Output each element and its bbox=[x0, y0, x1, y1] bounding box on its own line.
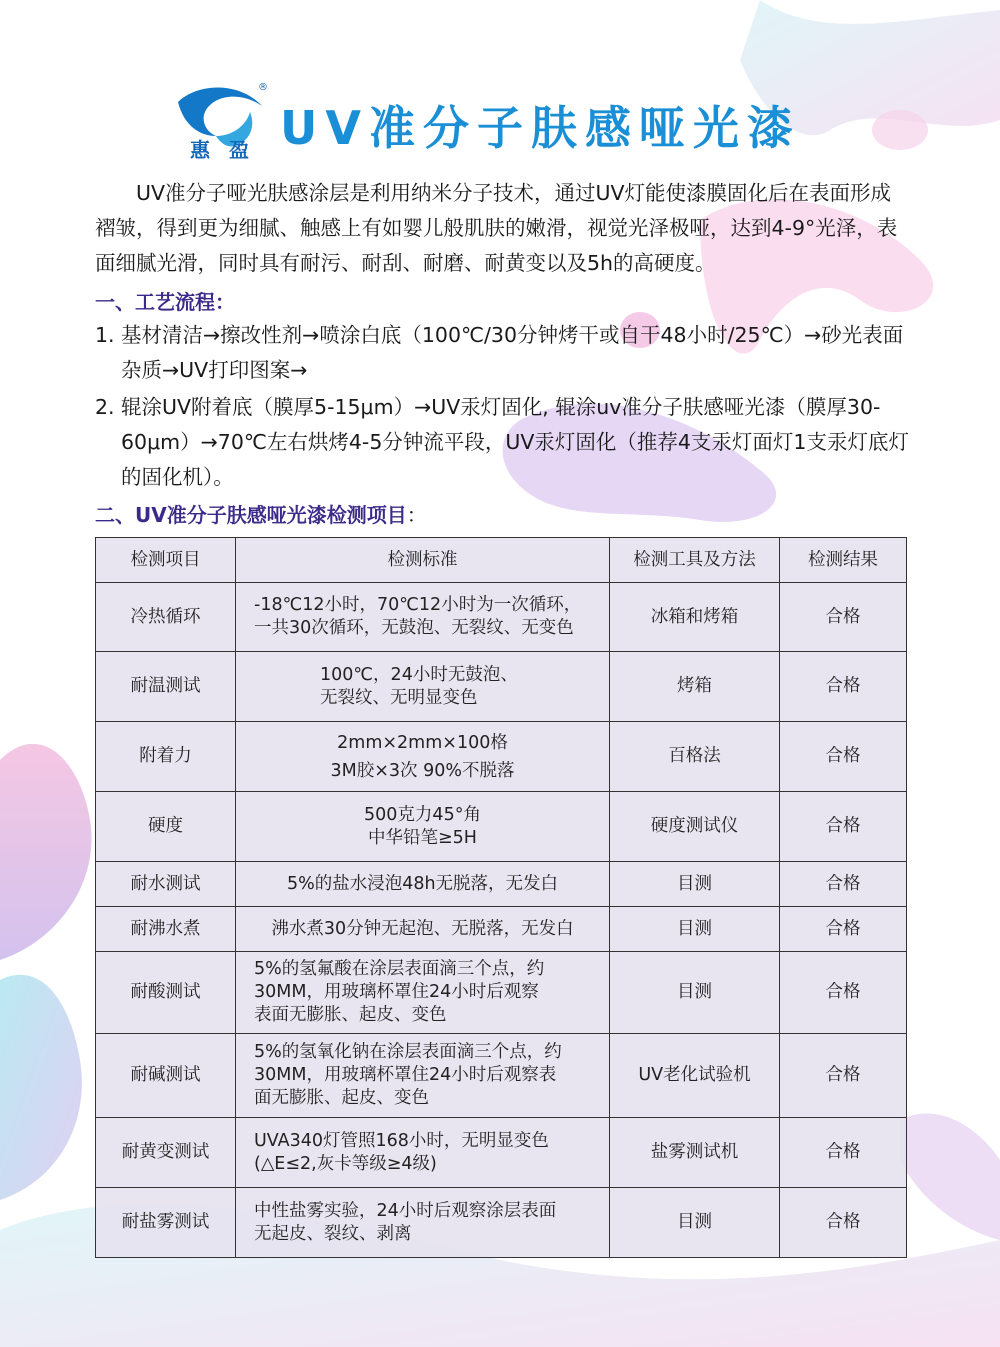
table-row bbox=[96, 952, 907, 1034]
cell-result: 合格 bbox=[780, 1118, 907, 1188]
process-step-2 bbox=[95, 390, 910, 495]
cell-item: 耐碱测试 bbox=[96, 1034, 236, 1118]
cell-tool: 百格法 bbox=[610, 722, 780, 792]
col-header-tool: 检测工具及方法 bbox=[610, 538, 780, 583]
std-line: 2mm×2mm×100格 bbox=[337, 732, 508, 753]
cell-item: 硬度 bbox=[96, 792, 236, 862]
cell-tool: 目测 bbox=[610, 952, 780, 1034]
std-line: 30MM，用玻璃杯罩住24小时后观察 bbox=[254, 982, 539, 1002]
page-title: UV准分子肤感哑光漆 bbox=[280, 101, 801, 155]
std-line: -18℃12小时，70℃12小时为一次循环， bbox=[254, 595, 582, 615]
cell-standard bbox=[236, 652, 610, 722]
cell-standard bbox=[236, 722, 610, 792]
cell-tool: 烤箱 bbox=[610, 652, 780, 722]
std-line: 5%的氢氧化钠在涂层表面滴三个点，约 bbox=[254, 1042, 562, 1062]
col-header-item: 检测项目 bbox=[96, 538, 236, 583]
step-number: 2. bbox=[95, 395, 115, 419]
std-line: UVA340灯管照168小时，无明显变色 bbox=[254, 1130, 549, 1151]
section-heading-process: 一、工艺流程： bbox=[95, 290, 235, 314]
cell-item: 耐温测试 bbox=[96, 652, 236, 722]
cell-result: 合格 bbox=[780, 652, 907, 722]
cell-standard bbox=[236, 1118, 610, 1188]
step-text: 辊涂UV附着底（膜厚5-15μm）→UV汞灯固化, 辊涂uv准分子肤感哑光漆（膜厚30-60μm）→70℃左右烘烤4-5分钟流平段，UV汞灯固化（推荐4支汞灯面灯1支汞灯底灯的固化机）。 bbox=[121, 395, 909, 489]
cell-item: 耐沸水煮 bbox=[96, 907, 236, 952]
std-line: 100℃，24小时无鼓泡、 bbox=[320, 664, 518, 685]
cell-standard bbox=[236, 583, 610, 652]
process-step-1 bbox=[95, 318, 910, 388]
table-row bbox=[96, 722, 907, 792]
std-line: 5%的氢氟酸在涂层表面滴三个点，约 bbox=[254, 959, 545, 979]
cell-result: 合格 bbox=[780, 1188, 907, 1258]
std-line: 一共30次循环，无鼓泡、无裂纹、无变色 bbox=[254, 618, 574, 638]
std-line: 500克力45°角 bbox=[364, 804, 481, 825]
cell-item: 耐盐雾测试 bbox=[96, 1188, 236, 1258]
intro-paragraph: UV准分子哑光肤感涂层是利用纳米分子技术，通过UV灯能使漆膜固化后在表面形成褶皱，得到更为细腻、触感上有如婴儿般肌肤的嫩滑，视觉光泽极哑，达到4-9°光泽，表面细腻光滑，同时具有耐污、耐刮、耐磨、耐黄变以及5h的高硬度。 bbox=[95, 181, 898, 275]
cell-tool: 目测 bbox=[610, 907, 780, 952]
table-row bbox=[96, 907, 907, 952]
cell-item: 耐酸测试 bbox=[96, 952, 236, 1034]
cell-item: 附着力 bbox=[96, 722, 236, 792]
cell-standard: 沸水煮30分钟无起泡、无脱落，无发白 bbox=[236, 907, 610, 952]
cell-tool: 目测 bbox=[610, 1188, 780, 1258]
cell-tool: 硬度测试仪 bbox=[610, 792, 780, 862]
std-line: 面无膨胀、起皮、变色 bbox=[254, 1088, 429, 1108]
table-row bbox=[96, 583, 907, 652]
cell-result: 合格 bbox=[780, 907, 907, 952]
section-heading-tests-text: 二、UV准分子肤感哑光漆检测项目 bbox=[95, 503, 407, 527]
col-header-standard: 检测标准 bbox=[236, 538, 610, 583]
col-header-result: 检测结果 bbox=[780, 538, 907, 583]
table-row bbox=[96, 1188, 907, 1258]
cell-tool: 冰箱和烤箱 bbox=[610, 583, 780, 652]
step-text: 基材清洁→擦改性剂→喷涂白底（100℃/30分钟烤干或自干48小时/25℃）→砂光表面杂质→UV打印图案→ bbox=[121, 323, 904, 382]
cell-standard bbox=[236, 952, 610, 1034]
registered-mark: ® bbox=[258, 82, 268, 93]
cell-standard: 5%的盐水浸泡48h无脱落，无发白 bbox=[236, 862, 610, 907]
std-line: 无起皮、裂纹、剥离 bbox=[254, 1223, 412, 1244]
section-heading-tests bbox=[95, 499, 427, 528]
cell-tool: 目测 bbox=[610, 862, 780, 907]
cell-tool: UV老化试验机 bbox=[610, 1034, 780, 1118]
cell-result: 合格 bbox=[780, 1034, 907, 1118]
test-table bbox=[95, 537, 907, 1258]
std-line: 30MM，用玻璃杯罩住24小时后观察表 bbox=[254, 1065, 557, 1085]
table-row bbox=[96, 862, 907, 907]
std-line: 无裂纹、无明显变色 bbox=[320, 687, 478, 708]
cell-result: 合格 bbox=[780, 862, 907, 907]
heading-colon: ： bbox=[406, 503, 427, 527]
std-line: 中华铅笔≥5H bbox=[368, 827, 477, 848]
cell-item: 耐水测试 bbox=[96, 862, 236, 907]
cell-result: 合格 bbox=[780, 722, 907, 792]
cell-item: 耐黄变测试 bbox=[96, 1118, 236, 1188]
cell-result: 合格 bbox=[780, 583, 907, 652]
cell-standard bbox=[236, 1034, 610, 1118]
cell-tool: 盐雾测试机 bbox=[610, 1118, 780, 1188]
step-number: 1. bbox=[95, 323, 115, 347]
table-row bbox=[96, 1118, 907, 1188]
std-line: 表面无膨胀、起皮、变色 bbox=[254, 1005, 447, 1025]
std-line: (△E≤2,灰卡等级≥4级) bbox=[254, 1153, 437, 1174]
table-row bbox=[96, 792, 907, 862]
std-line: 中性盐雾实验，24小时后观察涂层表面 bbox=[254, 1200, 557, 1221]
std-line: 3M胶×3次 90%不脱落 bbox=[330, 760, 515, 781]
cell-standard bbox=[236, 792, 610, 862]
table-header-row bbox=[96, 538, 907, 583]
cell-standard bbox=[236, 1188, 610, 1258]
logo-wordmark: 惠 盈 bbox=[190, 138, 255, 162]
cell-result: 合格 bbox=[780, 952, 907, 1034]
cell-result: 合格 bbox=[780, 792, 907, 862]
table-row bbox=[96, 652, 907, 722]
table-row bbox=[96, 1034, 907, 1118]
cell-item: 冷热循环 bbox=[96, 583, 236, 652]
